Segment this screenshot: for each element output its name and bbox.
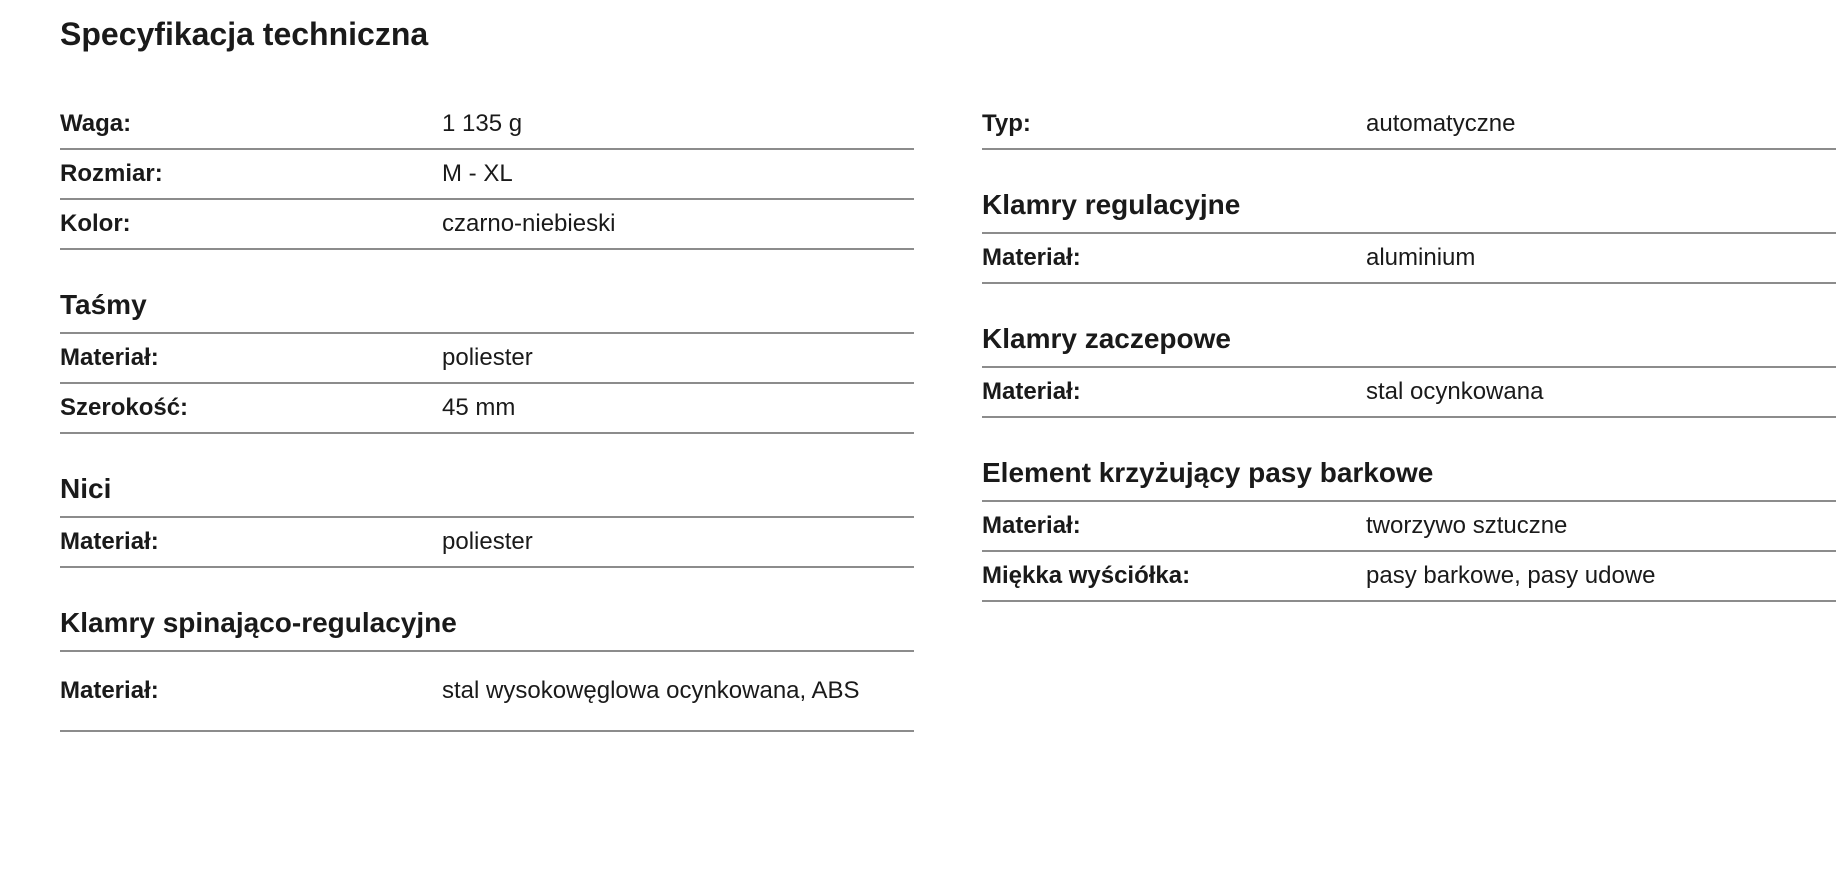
spec-row-color [60,200,914,250]
spec-label: Materiał: [60,677,159,704]
spec-value: aluminium [1366,244,1476,271]
section-klamry-zaczepowe [982,322,1836,418]
spec-value: 1 135 g [442,110,523,137]
spec-value: stal wysokowęglowa ocynkowana, ABS [442,677,860,704]
spec-label: Materiał: [982,512,1081,539]
spec-value: 45 mm [442,394,516,421]
spec-column-right [982,100,1836,640]
section-heading: Klamry zaczepowe [982,322,1836,368]
spec-row-material [60,652,914,732]
section-type [982,100,1836,150]
spec-label: Kolor: [60,210,131,237]
spec-label: Rozmiar: [60,160,163,187]
spec-value: tworzywo sztuczne [1366,512,1568,539]
spec-row-material [60,518,914,568]
section-heading: Taśmy [60,288,914,334]
spec-value: czarno-niebieski [442,210,616,237]
section-element-krzyzujacy [982,456,1836,602]
spec-row-width [60,384,914,434]
spec-value: stal ocynkowana [1366,378,1544,405]
spec-row-weight [60,100,914,150]
spec-label: Miękka wyściółka: [982,562,1191,589]
section-heading: Nici [60,472,914,518]
spec-value: poliester [442,344,533,371]
spec-row-size [60,150,914,200]
spec-label: Waga: [60,110,132,137]
spec-value: pasy barkowe, pasy udowe [1366,562,1656,589]
section-heading: Klamry spinająco-regulacyjne [60,606,914,652]
spec-label: Materiał: [982,244,1081,271]
section-general [60,100,914,250]
section-klamry-regulacyjne [982,188,1836,284]
spec-value: automatyczne [1366,110,1516,137]
page-title: Specyfikacja techniczna [60,16,429,52]
spec-row-material [982,502,1836,552]
spec-value: M - XL [442,160,513,187]
spec-row-material [982,368,1836,418]
spec-label: Materiał: [60,344,159,371]
spec-label: Typ: [982,110,1031,137]
section-klamry-spinajaco [60,606,914,732]
spec-column-left [60,100,914,770]
spec-row-material [60,334,914,384]
section-tasmy [60,288,914,434]
spec-row-material [982,234,1836,284]
section-heading: Klamry regulacyjne [982,188,1836,234]
spec-label: Materiał: [60,528,159,555]
section-nici [60,472,914,568]
spec-row-type [982,100,1836,150]
spec-label: Materiał: [982,378,1081,405]
spec-value: poliester [442,528,533,555]
section-heading: Element krzyżujący pasy barkowe [982,456,1836,502]
spec-label: Szerokość: [60,394,189,421]
spec-row-padding [982,552,1836,602]
